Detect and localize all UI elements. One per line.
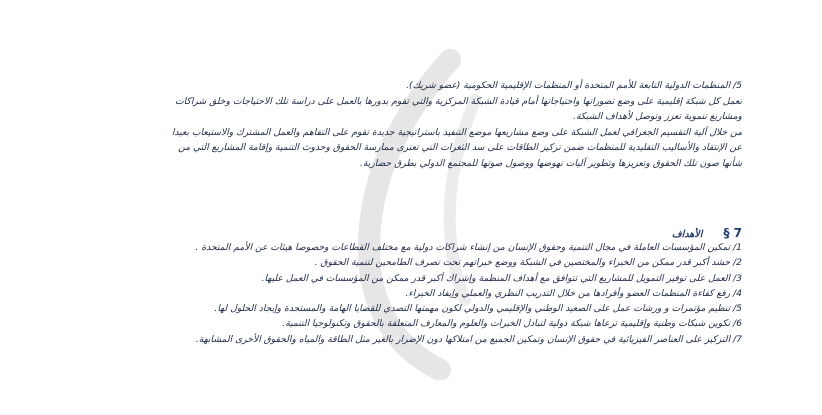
intro-paragraph xyxy=(80,78,742,171)
intro-line: تعمل كل شبكة إقليمية على وضع تصوراتها واحتياجاتها أمام قيادة الشبكة المركزية والتي تقوم بدورها بالعمل على دراسة تلك الاحتياجات وخلق شراكات xyxy=(175,95,742,107)
objective-item: 7/ التركيز على العناصر الفيزيائية في حقوق الإنسان وتمكين الجميع من امتلاكها دون الإضرار بالغير مثل الطاقة والمياه والحقوق الأخرى المشابهة. xyxy=(195,333,742,345)
section-number: § 7 xyxy=(723,226,742,240)
objective-item: 3/ العمل على توفير التمويل للمشاريع التي تتوافق مع أهداف المنظمة وإشراك أكبر قدر ممكن من المؤسسات في العمل عليها. xyxy=(261,272,742,284)
objective-item: 1/ تمكين المؤسسات العاملة في مجال التنمية وحقوق الإنسان من إنشاء شراكات دولية مع مختلف القطاعات وخصوصا هيئات عن الأمم المتحدة . xyxy=(195,242,742,253)
objective-item: 4/ رفع كفاءة المنظمات العضو وأفرادها من خلال التدريب النظري والعملي وإيفاد الخبراء. xyxy=(405,287,742,299)
section-title: الأهداف xyxy=(671,229,703,240)
intro-line: عن الإنتقاد والأساليب التقليدية للمنظمات ضمن تركيز الطاقات على سد الثغرات التي تعترى ممارسة الحقوق وحدوث التنمية وإقامة المشاريع التي من xyxy=(178,142,742,153)
intro-line: ومشاريع تنموية تعزز وتوصل لأهداف الشبكة. xyxy=(573,111,742,122)
objective-item: 6/ تكوين شبكات وطنية وإقليمية ترعاها شبكة دولية لتبادل الخبرات والعلوم والمعارف المتعلقة بالحقوق وتكنولوجيا التنمية. xyxy=(282,318,742,330)
intro-line: 5/ المنظمات الدولية التابعة للأمم المتحدة أو المنظمات الإقليمية الحكومية (عضو شريك). xyxy=(406,80,742,91)
section-heading xyxy=(80,222,742,240)
objectives-list xyxy=(80,240,742,347)
objective-item: 5/ تنظيم مؤتمرات و ورشات عمل على الصعيد الوطني والإقليمي والدولي لكون مهمتها التصدي للقضايا الهامة والمستجدة وإيجاد الحلول لها. xyxy=(214,303,742,315)
intro-line: من خلال آلية التقسيم الجغرافي لعمل الشبكة على وضع مشاريعها موضع التنفيذ باستراتيجية جديدة تقوم على التفاهم والعمل المشترك والاستيعاب بعيدا xyxy=(171,126,742,138)
intro-line: شأنها صون تلك الحقوق وتعزيزها وتطوير آليات نهوضها ووصول صوتها للمجتمع الدولي بطرق حضارية. xyxy=(359,157,742,169)
objective-item: 2/ حشد أكبر قدر ممكن من الخبراء والمختصين في الشبكة ووضع خبراتهم تحت تصرف الطامحين لتنمية الحقوق . xyxy=(314,257,742,269)
